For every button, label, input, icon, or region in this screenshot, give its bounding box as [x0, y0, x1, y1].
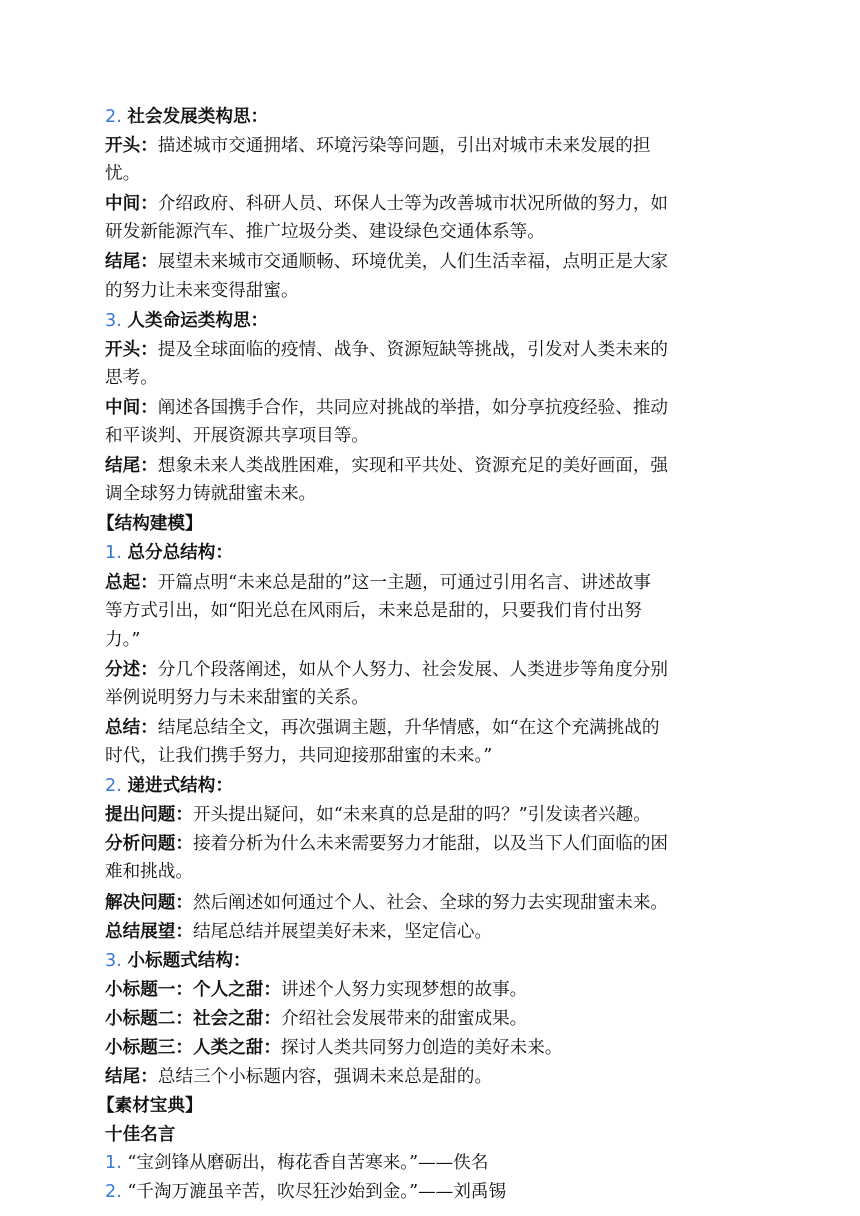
paragraph-text: 展望未来城市交通顺畅、环境优美，人们生活幸福，点明正是大家: [157, 252, 669, 273]
paragraph-label: 结尾：: [105, 455, 158, 477]
paragraph-text: 想象未来人类战胜困难，实现和平共处、资源充足的美好画面，强: [157, 456, 669, 477]
paragraph-text: 然后阐述如何通过个人、社会、全球的努力去实现甜蜜未来。: [192, 892, 669, 913]
paragraph-text: 讲述个人努力实现梦想的故事。: [280, 979, 528, 1000]
paragraph-label: 开头：: [105, 135, 158, 157]
quote-text: “千淘万漉虽辛苦，吹尽狂沙始到金。”——刘禹锡: [127, 1182, 507, 1203]
paragraph-label: 小标题一：个人之甜：: [105, 978, 281, 1000]
paragraph-text: 结尾总结全文，再次强调主题，升华情感，如“在这个充满挑战的: [157, 717, 660, 738]
paragraph-line: [105, 131, 757, 160]
paragraph-text: 总结三个小标题内容，强调未来总是甜的。: [157, 1067, 493, 1088]
paragraph-line: [105, 1062, 757, 1091]
block-heading: 【素材宝典】: [97, 1095, 203, 1117]
paragraph-line: 时代，让我们携手努力，共同迎接那甜蜜的未来。”: [105, 746, 493, 767]
paragraph-text: 描述城市交通拥堵、环境污染等问题，引出对城市未来发展的担: [157, 136, 651, 157]
paragraph-line: 举例说明努力与未来甜蜜的关系。: [105, 687, 369, 708]
paragraph-text: 介绍社会发展带来的甜蜜成果。: [280, 1008, 528, 1029]
quote-text: “宝剑锋从磨砺出，梅花香自苦寒来。”——佚名: [127, 1153, 489, 1174]
paragraph-text: 介绍政府、科研人员、环保人士等为改善城市状况所做的努力，如: [157, 194, 669, 215]
section-title: 人类命运类构思：: [127, 309, 269, 331]
list-number: 2.: [105, 1182, 128, 1203]
paragraph-text: 开篇点明“未来总是甜的”这一主题，可通过引用名言、讲述故事: [157, 572, 651, 593]
list-number: 1.: [105, 1153, 128, 1174]
subheading: 十佳名言: [105, 1124, 176, 1146]
paragraph-text: 开头提出疑问，如“未来真的总是甜的吗？”引发读者兴趣。: [192, 805, 651, 826]
section-heading: [105, 306, 757, 335]
paragraph-line: 等方式引出，如“阳光总在风雨后，未来总是甜的，只要我们肯付出努: [105, 600, 642, 621]
section-heading: [105, 538, 757, 567]
list-number: 1.: [105, 543, 128, 564]
paragraph-text: 探讨人类共同努力创造的美好未来。: [280, 1038, 563, 1058]
section-title: 社会发展类构思：: [127, 106, 269, 127]
section-title: 小标题式结构：: [127, 949, 251, 971]
paragraph-label: 分析问题：: [105, 833, 193, 855]
paragraph-line: 难和挑战。: [105, 862, 193, 883]
list-number: 3.: [105, 310, 128, 331]
section-heading: [105, 946, 757, 975]
paragraph-line: 力。”: [105, 629, 141, 650]
paragraph-text: 结尾总结并展望美好未来，坚定信心。: [192, 921, 493, 942]
paragraph-line: [105, 1033, 757, 1062]
paragraph-line: [105, 917, 757, 946]
document-body: [97, 102, 757, 1208]
paragraph-line: [105, 247, 757, 276]
paragraph-text: 分几个段落阐述，如从个人努力、社会发展、人类进步等角度分别: [157, 659, 669, 680]
paragraph-line: 思考。: [105, 367, 158, 388]
paragraph-line: 和平谈判、开展资源共享项目等。: [105, 426, 369, 447]
paragraph-line: [105, 829, 757, 858]
paragraph-label: 小标题三：人类之甜：: [105, 1037, 281, 1058]
section-heading: [105, 102, 757, 131]
paragraph-label: 总结：: [105, 716, 158, 738]
list-number: 2.: [105, 107, 128, 127]
paragraph-label: 结尾：: [105, 251, 158, 273]
paragraph-label: 结尾：: [105, 1066, 158, 1088]
paragraph-line: [105, 888, 757, 917]
quote-item: [105, 1178, 757, 1207]
paragraph-line: [105, 335, 757, 364]
section-title: 总分总结构：: [127, 542, 233, 564]
paragraph-label: 开头：: [105, 338, 158, 360]
paragraph-label: 总结展望：: [105, 920, 193, 942]
paragraph-label: 中间：: [105, 396, 158, 418]
list-number: 3.: [105, 950, 128, 971]
paragraph-text: 阐述各国携手合作，共同应对挑战的举措，如分享抗疫经验、推动: [157, 397, 669, 418]
section-heading: [105, 771, 757, 800]
block-heading: 【结构建模】: [97, 513, 203, 535]
list-number: 2.: [105, 776, 128, 797]
paragraph-line: 研发新能源汽车、推广垃圾分类、建设绿色交通体系等。: [105, 222, 545, 243]
paragraph-line: [105, 393, 757, 422]
paragraph-label: 中间：: [105, 193, 158, 215]
paragraph-text: 接着分析为什么未来需要努力才能甜，以及当下人们面临的困: [192, 834, 669, 855]
section-title: 递进式结构：: [127, 775, 233, 797]
paragraph-label: 小标题二：社会之甜：: [105, 1007, 281, 1029]
paragraph-line: [105, 568, 757, 597]
paragraph-label: 解决问题：: [105, 891, 193, 913]
paragraph-line: [105, 655, 757, 684]
paragraph-line: [105, 800, 757, 829]
paragraph-label: 分述：: [105, 658, 158, 680]
paragraph-line: [105, 1004, 757, 1033]
paragraph-text: 提及全球面临的疫情、战争、资源短缺等挑战，引发对人类未来的: [157, 339, 669, 360]
paragraph-line: [105, 189, 757, 218]
paragraph-line: 忧。: [105, 164, 141, 185]
paragraph-line: [105, 713, 757, 742]
paragraph-line: [105, 975, 757, 1004]
paragraph-line: 调全球努力铸就甜蜜未来。: [105, 484, 317, 505]
quote-item: [105, 1149, 757, 1178]
paragraph-label: 总起：: [105, 571, 158, 593]
paragraph-line: [105, 451, 757, 480]
paragraph-label: 提出问题：: [105, 804, 193, 826]
paragraph-line: 的努力让未来变得甜蜜。: [105, 280, 299, 301]
